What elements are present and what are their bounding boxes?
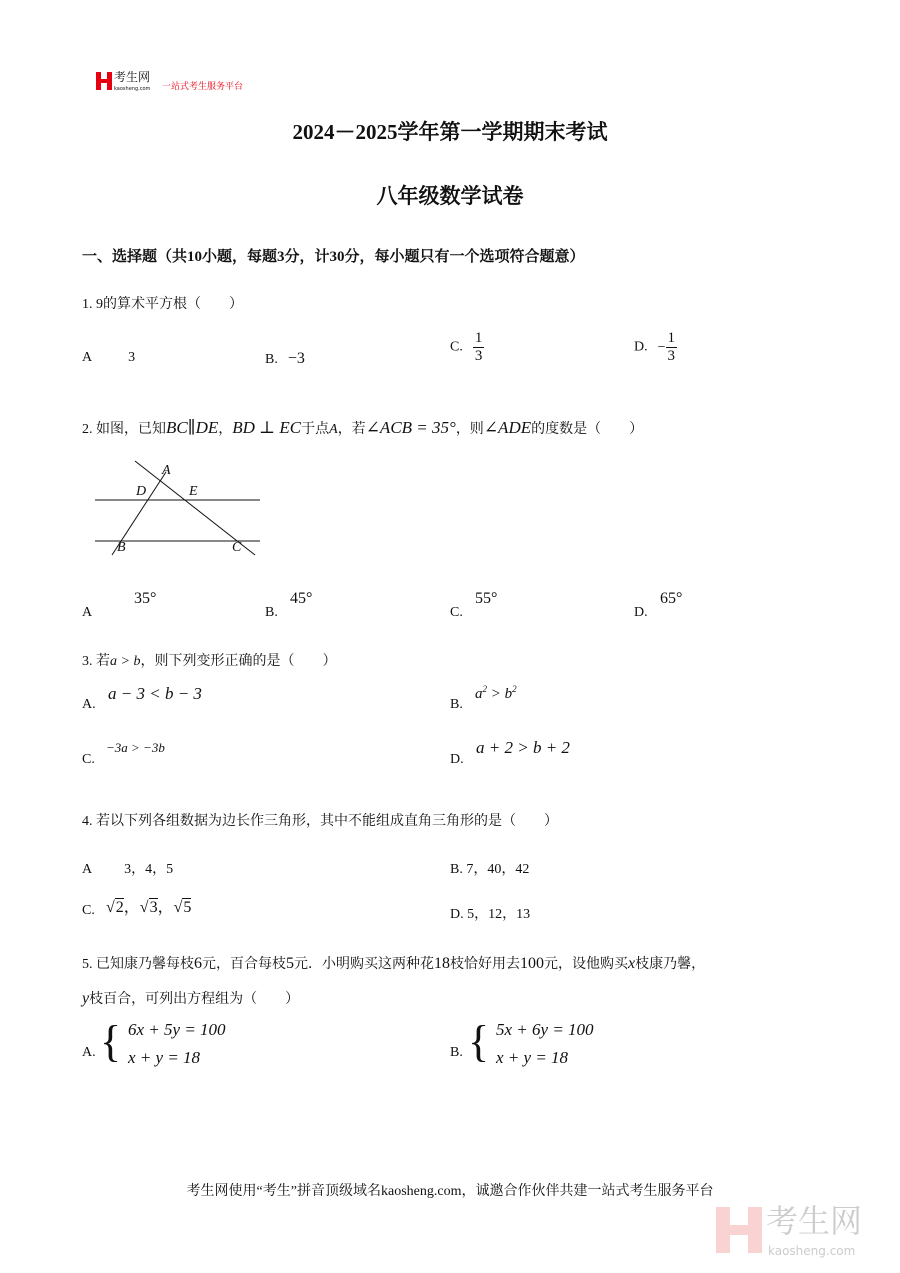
q3-value-a: a − 3 < b − 3 bbox=[108, 684, 202, 703]
q5-stem-line2: y枝百合，可列出方程组为（ ） bbox=[82, 990, 300, 1007]
logo-text: 考生网 bbox=[114, 70, 151, 84]
q2-value-b: 45° bbox=[290, 590, 313, 607]
q2-value-a: 35° bbox=[134, 590, 157, 607]
exam-title: 2024－2025学年第一学期期末考试 bbox=[292, 120, 608, 144]
q4-option-b: B. 7，40，42 bbox=[450, 862, 530, 877]
q2-stem: 2. 如图，已知BC∥DE，BD ⊥ EC于点A，若∠ACB = 35°，则∠ADE的度数是（ ） bbox=[82, 418, 644, 437]
label-e: E bbox=[189, 484, 198, 499]
q3-option-a: A. bbox=[82, 697, 96, 712]
watermark-logo-icon bbox=[716, 1205, 762, 1255]
q4-option-a: A 3，4，5 bbox=[82, 862, 174, 877]
q1-option-d: D. − $\frac{1}{3}$ bbox=[634, 330, 676, 364]
brace-a: { bbox=[100, 1017, 122, 1066]
q5-option-b: B. bbox=[450, 1045, 463, 1060]
q2-option-a: A bbox=[82, 605, 93, 620]
brace-b: { bbox=[468, 1017, 490, 1066]
watermark-text: 考生网 bbox=[766, 1202, 863, 1240]
q5-stem-line1: 5. 已知康乃馨每枝6元，百合每枝5元．小明购买这两种花18枝恰好用去100元，设他购买x枝康乃馨， bbox=[82, 955, 706, 972]
slogan: 一站式考生服务平台 bbox=[162, 82, 244, 92]
q3-value-c: −3a > −3b bbox=[106, 740, 165, 755]
q3-option-b: B. bbox=[450, 697, 463, 712]
label-a: A bbox=[162, 463, 171, 478]
q5-option-a: A. bbox=[82, 1045, 96, 1060]
q2-value-c: 55° bbox=[475, 590, 498, 607]
section-heading: 一、选择题（共10小题，每题3分，计30分，每小题只有一个选项符合题意） bbox=[82, 249, 585, 265]
q4-value-c: √2，√3，√5 bbox=[106, 899, 192, 916]
exam-subtitle: 八年级数学试卷 bbox=[376, 184, 524, 208]
label-c: C bbox=[232, 540, 242, 555]
footer-text: 考生网使用“考生”拼音顶级域名kaosheng.com，诚邀合作伙伴共建一站式考生服务平台 bbox=[186, 1184, 714, 1199]
q4-stem: 4. 若以下列各组数据为边长作三角形，其中不能组成直角三角形的是（ ） bbox=[82, 814, 558, 829]
watermark-sub: kaosheng.com bbox=[768, 1244, 856, 1258]
watermark bbox=[716, 1205, 762, 1260]
q2-value-d: 65° bbox=[660, 590, 683, 607]
q3-value-b: $a^2 > b^2$ bbox=[475, 684, 517, 702]
label-d: D bbox=[136, 484, 147, 499]
logo-sub: kaosheng.com bbox=[114, 86, 151, 92]
q3-option-d: D. bbox=[450, 752, 464, 767]
q5-eq-a1: 6x + 5y = 100 bbox=[128, 1020, 226, 1039]
label-b: B bbox=[117, 540, 126, 555]
q5-eq-b1: 5x + 6y = 100 bbox=[496, 1020, 594, 1039]
q3-stem: 3. 若a > b，则下列变形正确的是（ ） bbox=[82, 654, 337, 669]
q3-value-d: a + 2 > b + 2 bbox=[476, 738, 570, 757]
q5-eq-a2: x + y = 18 bbox=[128, 1048, 201, 1067]
q1-option-c: C. $\frac{1}{3}$ bbox=[450, 330, 483, 364]
q2-figure bbox=[0, 0, 300, 570]
q3-option-c: C. bbox=[82, 752, 95, 767]
q1-option-a: A 3 bbox=[82, 350, 136, 365]
q4-option-d: D. 5，12，13 bbox=[450, 907, 531, 922]
q1-option-b: B. −3 bbox=[265, 350, 305, 367]
q1-stem: 1. 9的算术平方根（ ） bbox=[82, 297, 243, 312]
q4-option-c: C. bbox=[82, 903, 95, 918]
q5-eq-b2: x + y = 18 bbox=[496, 1048, 569, 1067]
q2-option-b: B. bbox=[265, 605, 278, 620]
q2-option-c: C. bbox=[450, 605, 463, 620]
q2-option-d: D. bbox=[634, 605, 648, 620]
